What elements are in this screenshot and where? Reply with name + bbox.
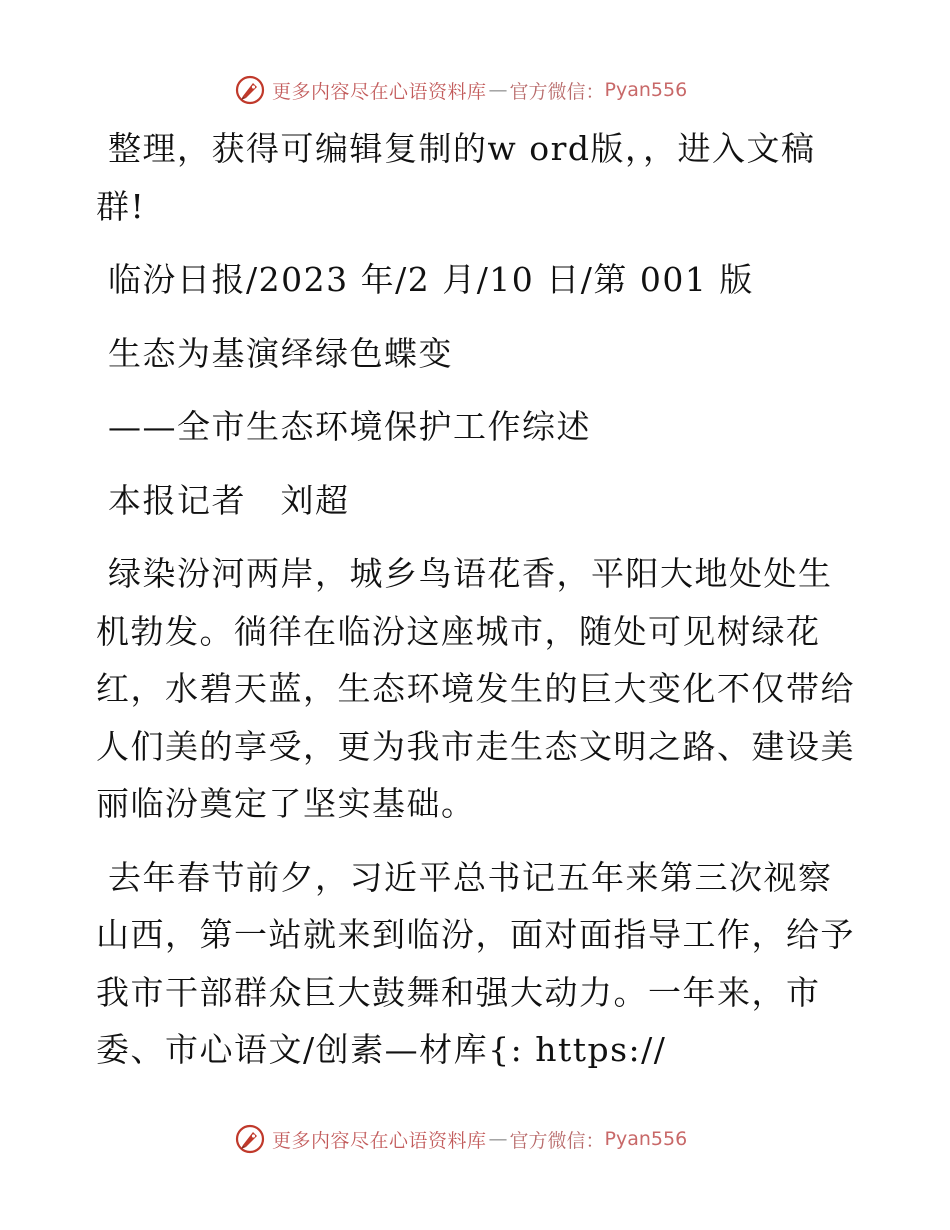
watermark-separator: —: [488, 1128, 508, 1150]
body-paragraph: 绿染汾河两岸，城乡鸟语花香，平阳大地处处生机勃发。徜徉在临汾这座城市，随处可见树绿花红，水碧天蓝，生态环境发生的巨大变化不仅带给人们美的享受，更为我市走生态文明之路、建设美丽临汾奠定了坚实基础。: [96, 554, 855, 823]
document-body: [96, 120, 856, 1095]
headline: 生态为基演绎绿色蝶变: [108, 333, 453, 373]
watermark-wechat-label: 官方微信：: [509, 1129, 605, 1152]
watermark-wechat-label: 官方微信：: [509, 80, 605, 103]
watermark-separator: —: [488, 79, 508, 101]
watermark-account: Pyan556: [604, 79, 688, 101]
header-watermark: [234, 72, 687, 108]
source-line: 临汾日报/2023 年/2 月/10 日/第 001 版: [108, 260, 754, 299]
subheadline: ——全市生态环境保护工作综述: [108, 407, 591, 446]
watermark-site-text: 更多内容尽在心语资料库: [272, 1129, 487, 1152]
footer-watermark: [234, 1121, 687, 1157]
body-paragraph: 去年春节前夕，习近平总书记五年来第三次视察山西，第一站就来到临汾，面对面指导工作，给予我市干部群众巨大鼓舞和强大动力。一年来，市委、市心语文/创素—材库{: https://: [96, 857, 855, 1069]
pen-nib-logo-icon: [234, 1123, 266, 1155]
watermark-site-text: 更多内容尽在心语资料库: [272, 80, 487, 103]
intro-line: 整理，获得可编辑复制的w ord版，，进入文稿群!: [96, 129, 816, 226]
watermark-account: Pyan556: [604, 1128, 688, 1150]
pen-nib-logo-icon: [234, 74, 266, 106]
byline: 本报记者 刘超: [108, 480, 350, 520]
